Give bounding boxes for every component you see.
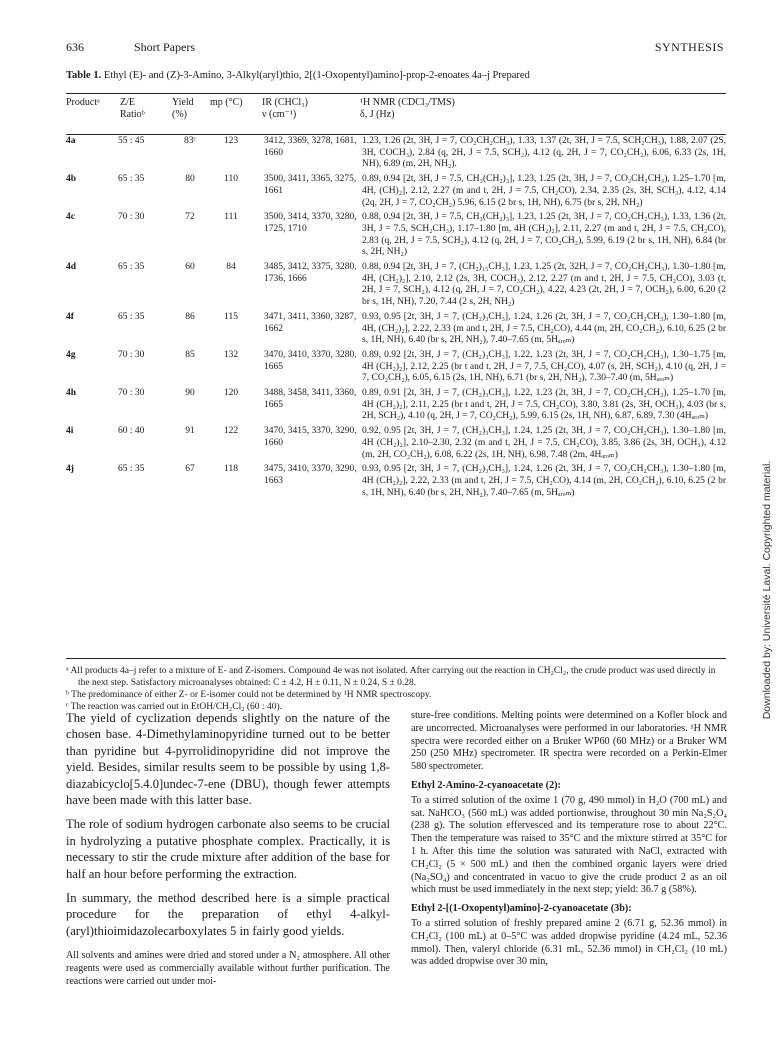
cell-nmr: 0.93, 0.95 [2t, 3H, J = 7, (CH₂)₃CH₃], 1.24, 1.26 (2t, 3H, J = 7, CO₂CH₂CH₃), 1.30–1.80 [m, 4H (CH₂)₂], 2.22, 2.33 (m and t, 2H, J = 7.5, CH₂CO), 4.14 (m, 2H, CO₂CH₂), 6.10, 6.25 (2 br s, 1H, NH), 6.40 (br s, 2H, NH₂), 7.40–7.65 (m, 5Hₐᵣₒₘ) (362, 464, 726, 498)
cell-yield: 91 (185, 426, 195, 437)
cell-ir: 3412, 3369, 3278, 1681, 1660 (264, 136, 357, 158)
side-watermark: Downloaded by: Université Laval. Copyrighted material. (761, 460, 773, 720)
table-caption (66, 70, 726, 81)
cell-yield: 85 (185, 349, 195, 360)
cell-ratio: 65 : 35 (118, 174, 145, 185)
table-row (66, 388, 726, 426)
cell-yield: 83ᶜ (184, 136, 196, 146)
cell-mp: 84 (226, 262, 236, 273)
table-row (66, 350, 726, 388)
cell-yield: 80 (185, 174, 195, 185)
cell-nmr: 0.89, 0.92 [2t, 3H, J = 7, (CH₂)₃CH₃], 1.22, 1.23 (2t, 3H, J = 7, CO₂CH₂CH₃), 1.30–1.75 [m, 4H (CH₂)₂], 2.12, 2.25 (br t and t, 2H, J = 7, 7.5, CH₂CO), 4.07 (s, 2H, SCH₂), 4.10 (q, 2H, J = 7, CO₂CH₂), 6.05, 6.15 (2s, 1H, NH), 6.71 (br s, 2H, NH₂), 7.30–7.40 (m, 5Hₐᵣₒₘ) (362, 349, 726, 384)
cell-product: 4d (66, 262, 77, 273)
cell-product: 4a (66, 136, 76, 146)
footnote-a: ᵃ All products 4a–j refer to a mixture of E- and Z-isomers. Compound 4e was not isolated. After carrying out the reaction in CH₂Cl₂, the crude product was used directly in the next step. Satisfactory microanalyses obtained: C ± 4.2, H ± 0.11, N ± 0.24, S ± 0.28. (66, 666, 716, 688)
cell-ratio: 65 : 35 (118, 262, 145, 273)
cell-mp: 123 (223, 136, 239, 146)
col-header-nmr: ¹H NMR (CDCl₃/TMS) δ, J (Hz) (360, 97, 455, 120)
cell-ratio: 70 : 30 (118, 212, 145, 223)
col-header-mp: mp (°C) (210, 97, 243, 108)
cell-ir: 3485, 3412, 3375, 3280, 1736, 1666 (264, 262, 357, 284)
cell-mp: 111 (224, 212, 238, 223)
cell-product: 4h (66, 388, 77, 399)
cell-ratio: 65 : 35 (118, 311, 145, 322)
cell-nmr: 0.93, 0.95 [2t, 3H, J = 7, (CH₂)₃CH₃], 1.24, 1.26 (2t, 3H, J = 7, CO₂CH₂CH₃), 1.30–1.80 [m, 4H, (CH₂)₂], 2.22, 2.33 (m and t, 2H, J = 7.5, CH₂CO), 4.44 (m, 2H, CO₂CH₂), 6.10, 6.25 (2 br s, 1H, NH), 6.40 (br s, 2H, NH₂), 7.40–7.65 (m, 5Hₐᵣₒₘ) (362, 311, 726, 346)
cell-ir: 3470, 3410, 3370, 3280, 1665 (264, 349, 357, 372)
cell-ir: 3470, 3415, 3370, 3290, 1660 (264, 426, 357, 448)
cell-yield: 90 (185, 388, 195, 399)
table-row (66, 426, 726, 464)
table-caption-label: Table 1. (66, 70, 102, 81)
table-row (66, 262, 726, 312)
procedure-heading: Ethyl 2-Amino-2-cyanoacetate (2): (411, 779, 561, 791)
col-header-product: Productᵃ (66, 97, 100, 108)
experimental-intro: All solvents and amines were dried and stored under a N₂ atmosphere. All other reagents were used as commercially available without further purification. The reactions were carried out under moi- (66, 950, 390, 988)
cell-mp: 120 (223, 388, 239, 399)
cell-ratio: 65 : 35 (118, 464, 145, 475)
page-header (66, 40, 724, 58)
cell-ratio: 60 : 40 (118, 426, 145, 437)
col-header-ratio: Z/E Ratioᵇ (120, 97, 145, 120)
body-paragraph: The role of sodium hydrogen carbonate also seems to be crucial in hydrolyzing a putative phosphate complex. Practically, it is necessary to stir the crude mixture after addition of the base for half an hour before performing the extraction. (66, 817, 390, 881)
table-row (66, 464, 726, 502)
cell-product: 4c (66, 212, 75, 223)
cell-yield: 86 (185, 311, 195, 322)
table-row (66, 212, 726, 262)
table-header (66, 93, 726, 135)
data-table (66, 136, 726, 502)
procedure-heading: Ethyl 2-[(1-Oxopentyl)amino]-2-cyanoacetate (3b): (411, 903, 632, 915)
body-paragraph: In summary, the method described here is a simple practical procedure for the preparation of ethyl 4-alkyl-(aryl)thioimidazolecarboxylates 5 in fairly good yields. (66, 891, 390, 938)
cell-mp: 115 (224, 311, 238, 322)
table-caption-text: Ethyl (E)- and (Z)-3-Amino, 3-Alkyl(aryl)thio, 2[(1-Oxopentyl)amino]-prop-2-enoates 4a–j Prepared (103, 70, 530, 81)
cell-nmr: 0.89, 0.91 [2t, 3H, J = 7, (CH₂)₃CH₃], 1.22, 1.23 (2t, 3H, J = 7, CO₂CH₂CH₃), 1.25–1.70 [m, 4H (CH₂)₂], 2.11, 2.25 (br t and t, 2H, J = 7.5, CH₂CO), 3.80, 3.81 (2s, 3H, OCH₃), 4.03 (br s, 2H, SCH₂), 4.10 (q, 2H, J = 7, CO₂CH₂), 5.99, 6.15 (2s, 1H, NH), 6.87, 6.89, 7.30 (4Hₐᵣₒₘ) (362, 388, 726, 422)
footnote-b: ᵇ The predominance of either Z- or E-isomer could not be determined by ¹H NMR spectroscopy. (66, 690, 432, 700)
table-bottom-rule (66, 658, 726, 659)
cell-product: 4i (66, 426, 74, 437)
cell-mp: 110 (224, 174, 238, 185)
cell-ratio: 55 : 45 (118, 136, 145, 146)
cell-nmr: 0.88, 0.94 [2t, 3H, J = 7.5, CH₃(CH₂)₃], 1.23, 1.25 (2t, 3H, J = 7, CO₂CH₂CH₃), 1.33, 1.36 (2t, 3H, J = 7.5, SCH₂CH₃), 1.17–1.80 [m, 4H (CH₂)₂], 2.11, 2.27 (m and t, 2H, J = 7.5, CH₂CO), 2.83 (q, 2H, J = 7.5, SCH₂), 4.12 (q, 2H, J = 7, CO₂CH₂), 5.99, 6.19 (2 br s, 1H, NH), 6.84 (br s, 2H, NH₂) (362, 212, 726, 258)
table-footnotes (66, 665, 726, 713)
cell-ir: 3500, 3411, 3365, 3275, 1661 (264, 174, 357, 196)
procedure-text: To a stirred solution of the oxime 1 (70 g, 490 mmol) in H₂O (700 mL) and sat. NaHCO₃ (560 mL) was added portionwise, throughout 30 min Na₂S₂O₄ (238 g). The solution effervesced and its temperature rose to about 22°C. Then the temperature was raised to 35°C and the mixture stirred at 35°C for 1 h. After this time the solution was saturated with NaCl, extracted with CH₂Cl₂ (5 × 500 mL) and then the combined organic layers were dried (Na₂SO₄) and concentrated in vacuo to give the crude product 2 as an oil which must be used immediately in the next step; yield: 36.7 g (58%). (411, 794, 727, 896)
table-row (66, 174, 726, 212)
cell-nmr: 1.23, 1.26 (2t, 3H, J = 7, CO₂CH₂CH₃), 1.33, 1.37 (2t, 3H, J = 7.5, SCH₂CH₃), 1.88, 2.07 (2S, 3H, COCH₃), 2.84 (q, 2H, J = 7.5, SCH₂), 4.12 (q, 2H, J = 7, CO₂CH₂), 6.06, 6.33 (2s, 1H, NH), 6.89 (m, 2H, NH₂). (362, 136, 726, 170)
page-number: 636 (66, 40, 84, 54)
footnote-c: ᶜ The reaction was carried out in EtOH/CH₂Cl₂ (60 : 40). (66, 702, 282, 712)
cell-nmr: 0.89, 0.94 [2t, 3H, J = 7.5, CH₃(CH₂)₃], 1.23, 1.25 (2t, 3H, J = 7, CO₂CH₂CH₃), 1.25–1.70 [m, 4H, (CH)₂], 2.12, 2.27 (m and t, 2H, J = 7.5, CH₂CO), 2.34, 2.35 (2s, 3H, SCH₃), 4.12, 4.14 (2q, 2H, J = 7, CO₂CH₂) 5.96, 6.15 (2 br s, 1H, NH), 6.75 (br s, 2H, NH₂) (362, 174, 726, 208)
col-header-yield: Yield (%) (172, 97, 194, 120)
cell-yield: 72 (185, 212, 195, 223)
cell-product: 4g (66, 349, 76, 360)
cell-nmr: 0.92, 0.95 [2t, 3H, J = 7, (CH₂)₃CH₃], 1.24, 1.25 (2t, 3H, J = 7, CO₂CH₂CH₃), 1.30–1.80 [m, 4H (CH₂)₂], 2.10–2.30, 2.32 (m and t, 2H, J = 7.5, CH₂CO), 3.85, 3.86 (2s, 3H, OCH₃), 4.12 (m, 2H, CO₂CH₂), 6.08, 6.22 (2s, 1H, NH), 6.98, 7.48 (2m, 4Hₐᵣₒₘ) (362, 426, 726, 460)
cell-product: 4f (66, 311, 74, 322)
cell-mp: 118 (224, 464, 238, 475)
cell-ir: 3488, 3458, 3411, 3360, 1665 (264, 388, 357, 410)
cell-ir: 3475, 3410, 3370, 3290, 1663 (264, 464, 357, 486)
cell-yield: 67 (185, 464, 195, 475)
cell-ratio: 70 : 30 (118, 388, 145, 399)
section-name: Short Papers (134, 40, 195, 54)
table-row (66, 312, 726, 350)
journal-name: SYNTHESIS (654, 40, 724, 54)
cell-ir: 3500, 3414, 3370, 3280, 1725, 1710 (264, 212, 357, 234)
cell-ratio: 70 : 30 (118, 349, 145, 360)
body-paragraph: The yield of cyclization depends slightly on the nature of the chosen base. 4-Dimethylaminopyridine turned out to be better than pyridine but 4-pyrrolidinopyridine did not improve the yield. Besides, similar results seem to be possible by using 1,8-diazabicyclo[5.4.0]undec-7-ene (DBU), though fewer attempts have been made with this latter base. (66, 711, 390, 808)
right-column (411, 710, 727, 975)
cell-yield: 60 (185, 262, 195, 273)
table-row (66, 136, 726, 174)
procedure-text: To a stirred solution of freshly prepared amine 2 (6.71 g, 52.36 mmol) in CH₂Cl₂ (100 mL) at 0–5°C was added dropwise pyridine (4.24 mL, 52.36 mmol). Then, valeryl chloride (6.31 mL, 52.36 mmol) in CH₂Cl₂ (10 mL) was added dropwise over 30 min, (411, 917, 727, 968)
cell-mp: 122 (223, 426, 239, 437)
cell-ir: 3471, 3411, 3360, 3287, 1662 (264, 311, 357, 334)
cell-product: 4j (66, 464, 74, 475)
cell-mp: 132 (223, 349, 239, 360)
cell-nmr: 0.88, 0.94 [2t, 3H, J = 7, (CH₂)₁₅CH₃], 1.23, 1.25 (2t, 32H, J = 7, CO₂CH₂CH₃), 1.30–1.80 [m, 4H, (CH₂)₂], 2.10, 2.12 (2s, 3H, COCH₃), 2.12, 2.27 (m and t, 2H, J = 7.5, CH₂CO), 3.03 (t, 2H, J = 7, SCH₂), 4.12 (q, 2H, J = 7, CO₂CH₂), 4.22, 4.23 (2t, 2H, J = 7, OCH₂), 6.00, 6.20 (2 br s, 1H, NH), 7.20, 7.44 (2 s, 2H, NH₂) (362, 262, 726, 308)
experimental-continued: sture-free conditions. Melting points were determined on a Kofler block and are uncorrected. Microanalyses were performed in our laboratories. ¹H NMR spectra were recorded either on a Bruker WP60 (60 MHz) or a Bruker WM 250 (250 MHz) spectrometer. IR spectra were recorded on a Perkin-Elmer 580 spectrometer. (411, 710, 727, 773)
cell-product: 4b (66, 174, 77, 185)
left-column (66, 710, 390, 996)
col-header-ir: IR (CHCl₃) ν (cm⁻¹) (262, 97, 308, 120)
